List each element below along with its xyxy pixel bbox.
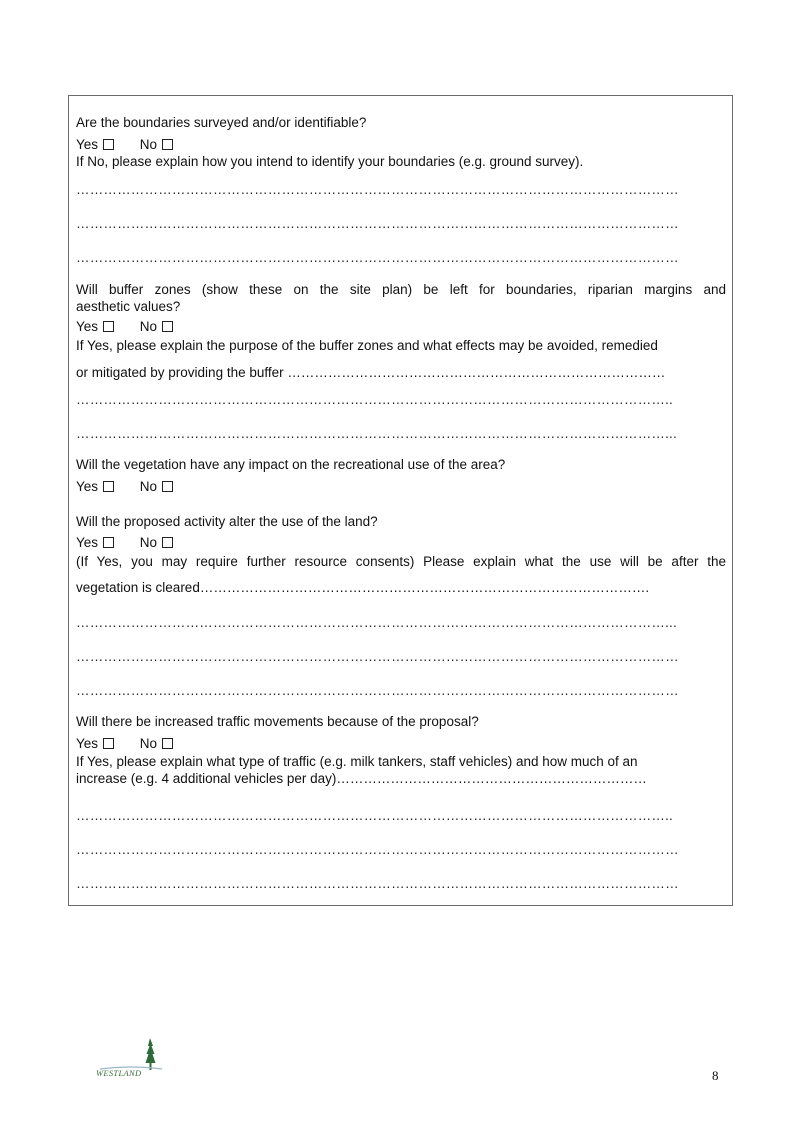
- yes-checkbox[interactable]: [103, 321, 114, 332]
- no-checkbox[interactable]: [162, 321, 173, 332]
- no-checkbox[interactable]: [162, 139, 173, 150]
- answer-line[interactable]: ……………………………………………………………………………………………………………………: [76, 649, 679, 664]
- yes-label: Yes: [76, 736, 99, 751]
- no-checkbox[interactable]: [162, 738, 173, 749]
- question-traffic: Will there be increased traffic movements because of the proposal?: [76, 714, 479, 729]
- no-label: No: [139, 479, 158, 494]
- question-recreational: Will the vegetation have any impact on the recreational use of the area?: [76, 457, 506, 472]
- explain-boundaries: If No, please explain how you intend to identify your boundaries (e.g. ground survey).: [76, 154, 584, 169]
- answer-line[interactable]: ……………………………………………………………………………………………………………………: [76, 683, 679, 698]
- answer-line[interactable]: ……………………………………………………………………………………………………………………: [76, 842, 679, 857]
- explain-buffer-cont[interactable]: or mitigated by providing the buffer …………………………………………………………………………: [76, 365, 666, 380]
- explain-traffic-cont[interactable]: increase (e.g. 4 additional vehicles per day)……………………………………………………………: [76, 771, 647, 786]
- answer-line[interactable]: ……………………………………………………………………………………………………………………: [76, 876, 679, 891]
- westland-logo: [96, 1036, 166, 1086]
- tree-icon: [96, 1036, 166, 1072]
- yes-no-buffer: [76, 318, 173, 336]
- explain-buffer: If Yes, please explain the purpose of the buffer zones and what effects may be avoided, remedied: [76, 338, 658, 353]
- question-boundaries: Are the boundaries surveyed and/or identifiable?: [76, 115, 367, 130]
- answer-line[interactable]: ……………………………………………………………………………………………………………………: [76, 250, 679, 265]
- no-label: No: [139, 736, 158, 751]
- answer-line[interactable]: …………………………………………………………………………………………………………………...: [76, 426, 677, 441]
- no-label: No: [139, 137, 158, 152]
- no-checkbox[interactable]: [162, 537, 173, 548]
- no-checkbox[interactable]: [162, 481, 173, 492]
- answer-line[interactable]: …………………………………………………………………………………………………………………..: [76, 808, 674, 823]
- no-label: No: [139, 535, 158, 550]
- question-buffer-zones: Will buffer zones (show these on the site plan) be left for boundaries, riparian margins and: [76, 282, 726, 297]
- yes-checkbox[interactable]: [103, 139, 114, 150]
- answer-line[interactable]: …………………………………………………………………………………………………………………..: [76, 392, 674, 407]
- yes-no-boundaries: [76, 136, 173, 154]
- yes-checkbox[interactable]: [103, 537, 114, 548]
- yes-label: Yes: [76, 137, 99, 152]
- yes-checkbox[interactable]: [103, 738, 114, 749]
- logo-wordmark: WESTLAND: [96, 1068, 142, 1078]
- explain-land-use-cont[interactable]: vegetation is cleared……………………………………………………………………………………….: [76, 580, 650, 595]
- answer-line[interactable]: …………………………………………………………………………………………………………………...: [76, 615, 677, 630]
- page-number: 8: [712, 1068, 719, 1083]
- answer-line[interactable]: ……………………………………………………………………………………………………………………: [76, 216, 679, 231]
- yes-checkbox[interactable]: [103, 481, 114, 492]
- yes-no-recreational: [76, 478, 173, 496]
- yes-no-traffic: [76, 735, 173, 753]
- yes-label: Yes: [76, 319, 99, 334]
- yes-label: Yes: [76, 479, 99, 494]
- question-land-use: Will the proposed activity alter the use of the land?: [76, 514, 378, 529]
- explain-traffic: If Yes, please explain what type of traffic (e.g. milk tankers, staff vehicles) and how much of an: [76, 754, 638, 769]
- explain-land-use: (If Yes, you may require further resource consents) Please explain what the use will be after the: [76, 554, 726, 569]
- yes-label: Yes: [76, 535, 99, 550]
- question-buffer-zones-cont: aesthetic values?: [76, 299, 181, 314]
- no-label: No: [139, 319, 158, 334]
- yes-no-land-use: [76, 534, 173, 552]
- answer-line[interactable]: ……………………………………………………………………………………………………………………: [76, 182, 679, 197]
